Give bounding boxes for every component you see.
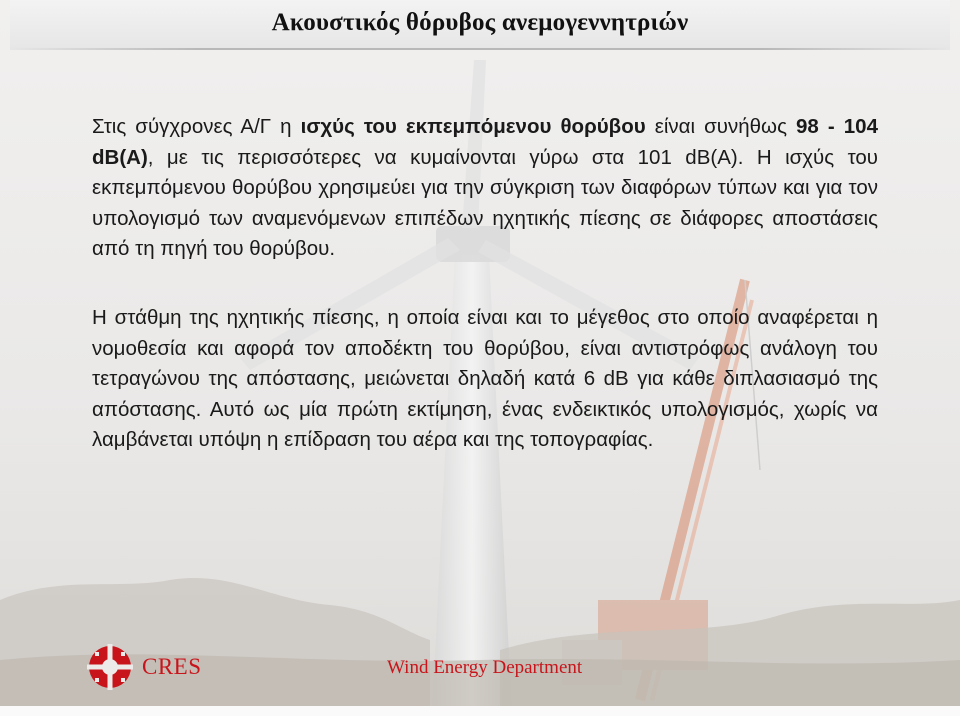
- bottom-strip: [0, 706, 960, 716]
- paragraph-1-bold-a: ισχύς του εκπεμπόμενου θορύβου: [300, 115, 646, 138]
- department-label: Wind Energy Department: [387, 657, 583, 678]
- slide-title: Ακουστικός θόρυβος ανεμογεννητριών: [271, 9, 689, 36]
- cres-logo-text: CRES: [142, 654, 202, 679]
- title-band: [10, 0, 950, 50]
- slide-content: [92, 112, 878, 456]
- paragraph-1-text-b: είναι συνήθως: [645, 115, 797, 138]
- paragraph-1-text-c: , με τις περισσότερες να κυμαίνονται γύρω στα 101 dB(A). Η ισχύς του εκπεμπόμενου θορύβου χρησιμεύει για την σύγκριση των διαφόρων τύπων και για τον υπολογισμό των αναμενόμενων επιπέδων ηχητικής πίεσης σε διάφορες αποστάσεις από τη πηγή του θορύβου.: [92, 145, 878, 261]
- paragraph-1-bold-b: 98 - 104 dB(A): [92, 115, 878, 169]
- paragraph-sound-power: [92, 112, 878, 265]
- paragraph-1-text-a: Στις σύγχρονες Α/Γ η: [92, 115, 301, 138]
- cres-logo-icon: [86, 643, 134, 691]
- paragraph-sound-pressure: Η στάθμη της ηχητικής πίεσης, η οποία είναι και το μέγεθος στο οποίο αναφέρεται η νομοθεσία και αφορά τον αποδέκτη του θορύβου, είναι αντιστρόφως ανάλογη του τετραγώνου της απόστασης, μειώνεται δηλαδή κατά 6 dB για κάθε διπλασιασμό της απόστασης. Αυτό ως μία πρώτη εκτίμηση, ένας ενδεικτικός υπολογισμός, χωρίς να λαμβάνεται υπόψη η επίδραση του αέρα και της τοπογραφίας.: [92, 305, 878, 452]
- footer: [0, 635, 960, 705]
